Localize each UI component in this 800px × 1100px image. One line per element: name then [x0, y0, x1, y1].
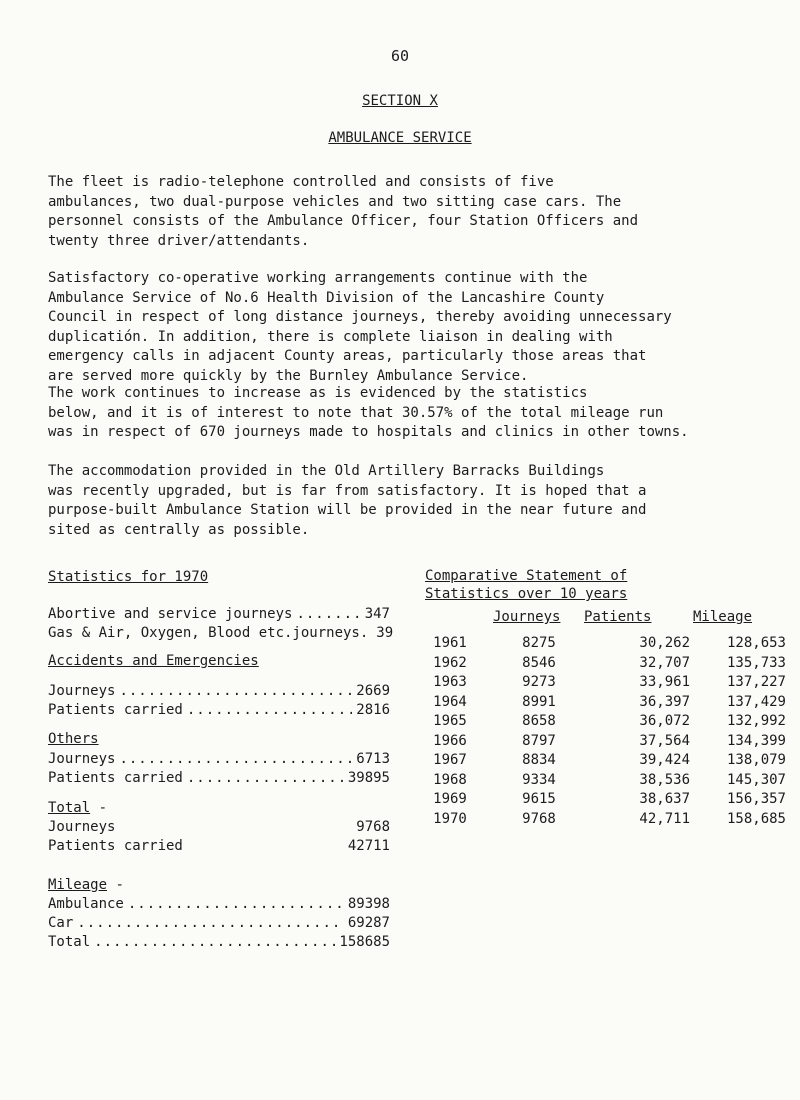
total-heading: Total	[48, 800, 91, 816]
cell-mileage: 138,079	[726, 752, 786, 768]
cell-patients: 32,707	[639, 654, 690, 671]
cell-journeys: 8275	[522, 635, 556, 651]
stat-value: 39895	[347, 770, 390, 786]
cell-journeys: 9615	[522, 791, 556, 807]
cell-mileage: 135,733	[726, 654, 786, 671]
stat-row-abortive	[48, 605, 390, 624]
stat-value: 2669	[356, 683, 390, 699]
cell-patients: 42,711	[639, 810, 690, 827]
stat-value: 42711	[347, 838, 390, 854]
stat-label: Journeys	[48, 819, 116, 835]
cell-patients: 30,262	[639, 635, 690, 651]
leader-dots	[119, 682, 352, 701]
cell-patients: 36,397	[639, 693, 690, 710]
cell-journeys: 8991	[522, 693, 556, 710]
stat-value: 347	[364, 606, 390, 622]
mileage-heading: Mileage	[48, 877, 108, 893]
stat-value: 89398	[347, 896, 390, 912]
stat-row-acc-journeys	[48, 682, 390, 701]
paragraph-arrangements: Satisfactory co-operative working arrangements continue with the Ambulance Service of No.6 Health Division of the Lancashire County Council in respect of long distance journeys, thereby avoiding unnecessary duplicatión. In addition, there is complete liaison in dealing with emergency calls in adjacent County areas, particularly those areas that are served more quickly by the Burnley Ambulance Service.	[48, 270, 672, 384]
paragraph-accommodation: The accommodation provided in the Old Artillery Barracks Buildings was recently upgraded, but is far from satisfactory. It is hoped that a purpose-built Ambulance Station will be provided in the near future and sited as centrally as possible.	[48, 463, 647, 538]
cell-year: 1964	[433, 693, 467, 710]
stat-value: 9768	[356, 819, 390, 835]
table-row	[404, 693, 786, 713]
stat-label: Journeys	[48, 683, 116, 699]
page-heading: AMBULANCE SERVICE	[328, 130, 472, 146]
cell-mileage: 158,685	[726, 810, 786, 827]
stat-value: 69287	[347, 915, 390, 931]
cell-year: 1967	[433, 752, 467, 768]
cell-patients: 33,961	[639, 674, 690, 690]
cell-journeys: 8658	[522, 713, 556, 729]
others-heading: Others	[48, 731, 99, 747]
stat-label: Patients carried	[48, 838, 183, 854]
comparative-table	[404, 634, 786, 829]
table-row	[404, 790, 786, 810]
cell-year: 1963	[433, 674, 467, 690]
cell-mileage: 134,399	[726, 732, 786, 749]
table-row	[404, 751, 786, 771]
col-header-patients: Patients	[584, 609, 652, 625]
cell-patients: 37,564	[639, 732, 690, 749]
stat-row-tot-patients	[48, 837, 390, 856]
stat-label: Car	[48, 915, 74, 931]
cell-mileage: 137,429	[726, 693, 786, 710]
stat-label: Abortive and service journeys	[48, 606, 293, 622]
table-row	[404, 771, 786, 791]
cell-journeys: 9768	[522, 810, 556, 827]
stat-label: Gas & Air, Oxygen, Blood etc.journeys.	[48, 625, 369, 641]
stat-value: 2816	[356, 702, 390, 718]
stat-label: Ambulance	[48, 896, 124, 912]
paragraph-fleet: The fleet is radio-telephone controlled and consists of five ambulances, two dual-purpose vehicles and two sitting case cars. The personnel consists of the Ambulance Officer, four Station Officers and twenty three driver/attendants.	[48, 174, 639, 249]
table-row	[404, 732, 786, 752]
cell-year: 1970	[433, 810, 467, 827]
comparative-title-line2: Statistics over 10 years	[425, 586, 628, 602]
cell-year: 1965	[433, 713, 467, 729]
leader-dots	[77, 914, 344, 933]
section-title: SECTION X	[362, 93, 438, 109]
stat-row-tot-journeys	[48, 818, 390, 837]
leader-dots	[119, 750, 352, 769]
stat-row-mil-ambulance	[48, 895, 390, 914]
stat-label: Patients carried	[48, 702, 183, 718]
stat-row-oth-patients	[48, 769, 390, 788]
cell-patients: 36,072	[639, 713, 690, 729]
mileage-heading-row	[48, 876, 124, 895]
paragraph-statistics-intro: The work continues to increase as is evidenced by the statistics below, and it is of interest to note that 30.57% of the total mileage run was in respect of 670 journeys made to hospitals and clinics in other towns.	[48, 385, 689, 440]
mileage-dash: -	[115, 877, 124, 893]
cell-year: 1969	[433, 791, 467, 807]
stat-row-gas	[48, 624, 394, 643]
stat-value: 158685	[339, 934, 390, 950]
table-row	[404, 810, 786, 830]
leader-dots	[296, 605, 360, 624]
cell-patients: 38,536	[639, 771, 690, 788]
stat-value: 6713	[356, 751, 390, 767]
leader-dots	[128, 895, 344, 914]
cell-year: 1961	[433, 635, 467, 651]
cell-mileage: 128,653	[726, 635, 786, 651]
stat-row-mil-car	[48, 914, 390, 933]
cell-mileage: 156,357	[726, 791, 786, 807]
cell-year: 1968	[433, 771, 467, 788]
stat-label: Journeys	[48, 751, 116, 767]
table-row	[404, 634, 786, 654]
cell-patients: 39,424	[639, 752, 690, 768]
stat-label: Patients carried	[48, 770, 183, 786]
page-number: 60	[390, 47, 410, 65]
table-row	[404, 712, 786, 732]
cell-year: 1966	[433, 732, 467, 749]
cell-journeys: 8797	[522, 732, 556, 749]
cell-year: 1962	[433, 654, 467, 671]
cell-journeys: 8546	[522, 654, 556, 671]
leader-dots	[94, 933, 335, 952]
cell-journeys: 9273	[522, 674, 556, 690]
total-dash: -	[98, 800, 108, 816]
stats-title: Statistics for 1970	[48, 569, 209, 585]
col-header-journeys: Journeys	[493, 609, 561, 625]
stat-row-oth-journeys	[48, 750, 390, 769]
cell-journeys: 8834	[522, 752, 556, 768]
accidents-heading: Accidents and Emergencies	[48, 653, 259, 669]
cell-journeys: 9334	[522, 771, 556, 788]
stat-row-mil-total	[48, 933, 390, 952]
leader-dots	[187, 701, 352, 720]
cell-patients: 38,637	[639, 791, 690, 807]
table-row	[404, 673, 786, 693]
comparative-title-line1: Comparative Statement of	[425, 568, 628, 584]
stat-label: Total	[48, 934, 91, 950]
table-row	[404, 654, 786, 674]
leader-dots	[187, 769, 344, 788]
col-header-mileage: Mileage	[693, 609, 753, 625]
stat-row-acc-patients	[48, 701, 390, 720]
cell-mileage: 132,992	[726, 713, 786, 729]
cell-mileage: 137,227	[726, 674, 786, 690]
stat-value: 39	[376, 625, 394, 641]
cell-mileage: 145,307	[726, 771, 786, 788]
total-heading-row	[48, 799, 107, 818]
